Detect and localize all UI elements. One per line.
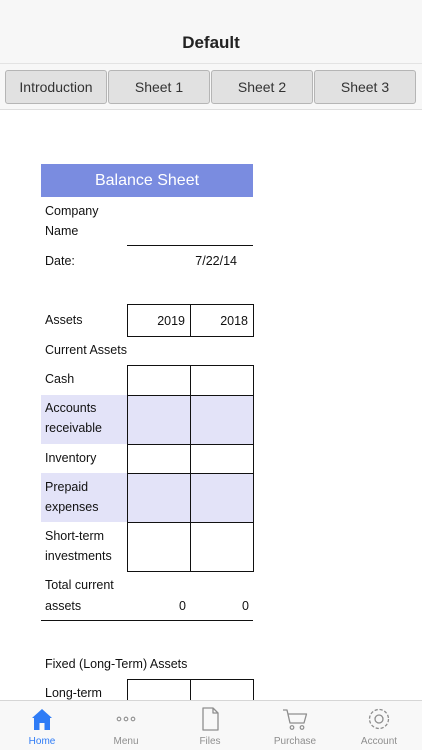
year-2018-text: 2018 (220, 314, 248, 328)
tab-menu-label: Menu (113, 736, 139, 747)
total-label-line2: assets (45, 599, 82, 613)
more-icon (113, 706, 139, 732)
company-label-line1: Company (45, 204, 99, 218)
tab-sheet-1[interactable]: Sheet 1 (108, 70, 210, 104)
longterm-2018-cell[interactable] (190, 679, 254, 700)
tab-menu[interactable] (84, 701, 168, 750)
tab-introduction[interactable]: Introduction (5, 70, 107, 104)
navigation-bar (0, 0, 422, 64)
cart-icon (282, 706, 308, 732)
spreadsheet-view[interactable] (0, 110, 422, 700)
date-field[interactable]: 7/22/14 (195, 254, 237, 268)
tab-sheet-3[interactable]: Sheet 3 (314, 70, 416, 104)
tab-files[interactable] (168, 701, 252, 750)
year-2018-cell[interactable] (190, 304, 254, 337)
date-label: Date: (45, 254, 75, 268)
shortterm-2018-cell[interactable] (190, 522, 254, 572)
company-name-underline (127, 245, 253, 246)
bottom-tab-bar (0, 700, 422, 750)
prepaid-2019-cell[interactable] (127, 473, 191, 523)
row-label-accounts-line1: Accounts (45, 401, 97, 415)
tab-home[interactable] (0, 701, 84, 750)
tab-sheet-2[interactable]: Sheet 2 (211, 70, 313, 104)
total-2018-value: 0 (242, 599, 249, 613)
home-icon (29, 706, 55, 732)
tab-purchase-label: Purchase (273, 736, 317, 747)
tab-account[interactable] (337, 701, 421, 750)
inventory-2018-cell[interactable] (190, 444, 254, 474)
total-2019-value: 0 (179, 599, 186, 613)
row-label-prepaid-line1: Prepaid (45, 480, 89, 494)
accounts-2019-cell[interactable] (127, 395, 191, 445)
row-label-longterm: Long-term (45, 686, 102, 700)
page-title: Default (182, 33, 240, 52)
row-label-cash: Cash (45, 372, 75, 386)
row-label-shortterm-line2: investments (45, 549, 112, 563)
tab-files-label: Files (199, 736, 221, 747)
prepaid-2018-cell[interactable] (190, 473, 254, 523)
tab-account-label: Account (360, 736, 398, 747)
total-label-line1: Total current (45, 578, 114, 592)
current-assets-label: Current Assets (45, 343, 127, 357)
tab-home-label: Home (28, 736, 56, 747)
row-label-shortterm-line1: Short-term (45, 529, 105, 543)
accounts-2018-cell[interactable] (190, 395, 254, 445)
company-label-line2: Name (45, 224, 79, 238)
year-2019-cell[interactable] (127, 304, 191, 337)
cash-2018-cell[interactable] (190, 365, 254, 396)
row-label-inventory: Inventory (45, 451, 97, 465)
gear-icon (366, 706, 392, 732)
inventory-2019-cell[interactable] (127, 444, 191, 474)
assets-label: Assets (45, 313, 83, 327)
sheet-title: Balance Sheet (41, 164, 253, 197)
longterm-2019-cell[interactable] (127, 679, 191, 700)
cash-2019-cell[interactable] (127, 365, 191, 396)
tab-purchase[interactable] (253, 701, 337, 750)
total-underline (41, 620, 253, 621)
row-label-prepaid-line2: expenses (45, 500, 99, 514)
shortterm-2019-cell[interactable] (127, 522, 191, 572)
file-icon (197, 706, 223, 732)
sheet-tab-bar (0, 64, 422, 110)
year-2019-text: 2019 (157, 314, 185, 328)
row-label-accounts-line2: receivable (45, 421, 102, 435)
fixed-assets-label: Fixed (Long-Term) Assets (45, 657, 188, 671)
